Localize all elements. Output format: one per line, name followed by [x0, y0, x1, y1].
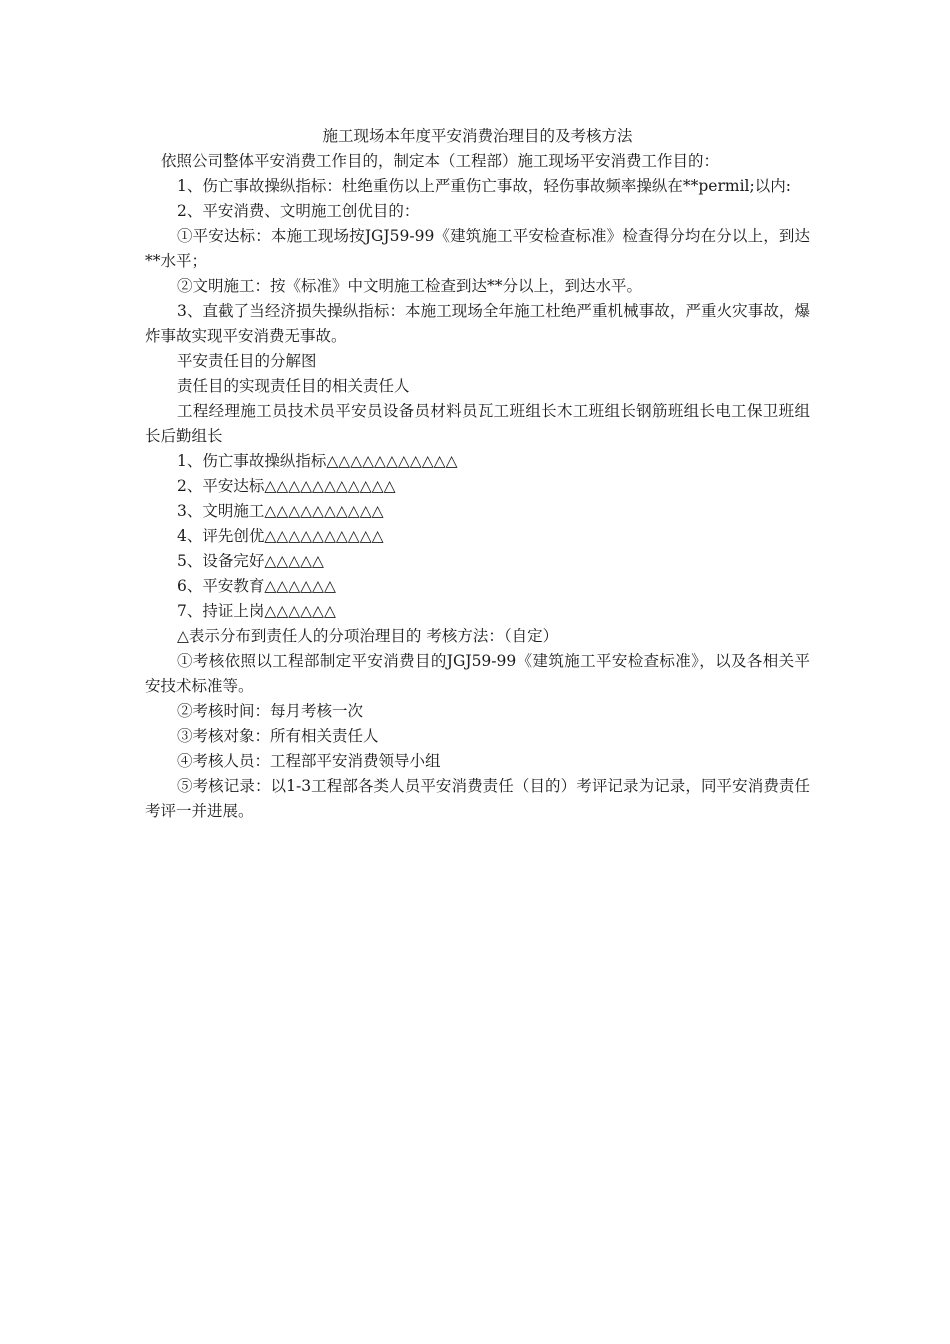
civilized-construction-paragraph: ②文明施工：按《标准》中文明施工检查到达**分以上，到达水平。 — [177, 277, 643, 295]
responsibility-header-row: 责任目的实现责任目的相关责任人 — [177, 377, 410, 395]
target-item-6: 6、平安教育△△△△△△ — [177, 577, 336, 595]
responsibility-breakdown-heading: 平安责任目的分解图 — [177, 352, 317, 370]
target-item-1: 1、伤亡事故操纵指标△△△△△△△△△△△ — [177, 452, 458, 470]
target-item-4: 4、评先创优△△△△△△△△△△ — [177, 527, 384, 545]
assessment-personnel-paragraph: ④考核人员：工程部平安消费领导小组 — [177, 752, 441, 770]
intro-paragraph: 依照公司整体平安消费工作目的，制定本（工程部）施工现场平安消费工作目的： — [161, 152, 720, 170]
target-item-2: 2、平安达标△△△△△△△△△△△ — [177, 477, 396, 495]
target-item-7: 7、持证上岗△△△△△△ — [177, 602, 336, 620]
safety-standard-paragraph: ①平安达标：本施工现场按JGJ59-99《建筑施工平安检查标准》检查得分均在分以上，到达**水平； — [145, 227, 810, 270]
assessment-basis-paragraph: ①考核依照以工程部制定平安消费目的JGJ59-99《建筑施工平安检查标准》，以及各相关平安技术标准等。 — [145, 652, 810, 695]
casualty-target-paragraph: 1、伤亡事故操纵指标：杜绝重伤以上严重伤亡事故，轻伤事故频率操纵在**permil;以内: — [177, 177, 791, 195]
responsible-roles-list: 工程经理施工员技术员平安员设备员材料员瓦工班组长木工班组长钢筋班组长电工保卫班组长后勤组长 — [145, 402, 810, 445]
assessment-time-paragraph: ②考核时间：每月考核一次 — [177, 702, 364, 720]
economic-loss-paragraph: 3、直截了当经济损失操纵指标：本施工现场全年施工杜绝严重机械事故，严重火灾事故，爆炸事故实现平安消费无事故。 — [145, 302, 810, 345]
document-title: 施工现场本年度平安消费治理目的及考核方法 — [322, 127, 633, 145]
assessment-target-paragraph: ③考核对象：所有相关责任人 — [177, 727, 379, 745]
target-item-5: 5、设备完好△△△△△ — [177, 552, 324, 570]
target-item-3: 3、文明施工△△△△△△△△△△ — [177, 502, 384, 520]
assessment-record-paragraph: ⑤考核记录：以1-3工程部各类人员平安消费责任（目的）考评记录为记录，同平安消费责任考评一并进展。 — [145, 777, 810, 820]
document-page — [145, 124, 810, 824]
civilized-construction-goal-heading: 2、平安消费、文明施工创优目的： — [177, 202, 420, 220]
legend-and-method-paragraph: △表示分布到责任人的分项治理目的 考核方法：（自定） — [177, 627, 559, 645]
